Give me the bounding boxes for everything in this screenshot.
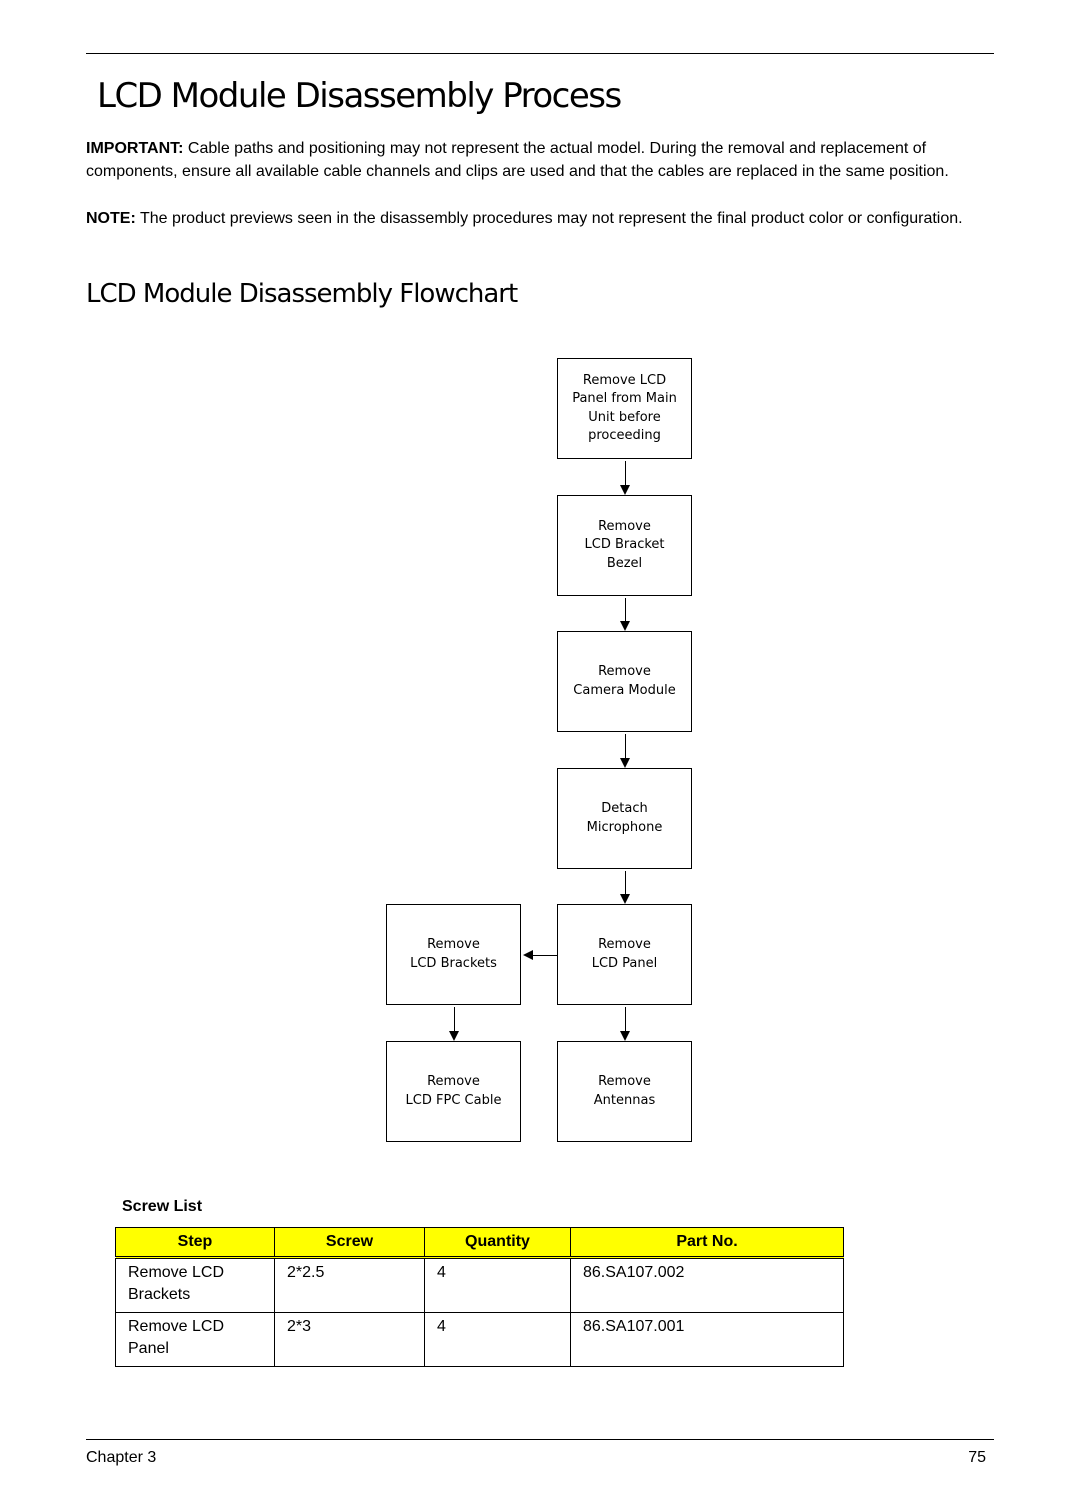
flow-step-remove-lcd-brackets bbox=[386, 904, 521, 1005]
flow-step-remove-lcd-panel-from-main-unit bbox=[557, 358, 692, 459]
flow-step-label: Remove Camera Module bbox=[573, 664, 676, 698]
column-header-screw: Screw bbox=[275, 1228, 425, 1258]
flow-connector bbox=[625, 1007, 626, 1031]
flow-step-remove-lcd-fpc-cable bbox=[386, 1041, 521, 1142]
flow-step-label: Remove LCD Panel bbox=[591, 937, 658, 971]
important-text: Cable paths and positioning may not represent the actual model. During the removal and replacement of components, ensure all available cable channels and clips are used and that the cables are replaced in the same position. bbox=[86, 140, 949, 180]
cell-part-no: 86.SA107.001 bbox=[571, 1313, 844, 1367]
arrow-down-icon bbox=[620, 758, 630, 768]
note-text: The product previews seen in the disassembly procedures may not represent the final product color or configuration. bbox=[135, 210, 963, 227]
flow-step-remove-camera-module bbox=[557, 631, 692, 732]
header-rule bbox=[86, 53, 994, 54]
cell-screw: 2*3 bbox=[275, 1313, 425, 1367]
flow-connector bbox=[533, 955, 557, 956]
note-label: NOTE: bbox=[86, 210, 136, 227]
cell-quantity: 4 bbox=[425, 1313, 571, 1367]
flow-step-remove-antennas bbox=[557, 1041, 692, 1142]
column-header-quantity: Quantity bbox=[425, 1228, 571, 1258]
flow-step-detach-microphone bbox=[557, 768, 692, 869]
flow-step-label: Remove Antennas bbox=[593, 1074, 656, 1108]
cell-step: Remove LCD Panel bbox=[116, 1313, 275, 1367]
flow-connector bbox=[625, 871, 626, 894]
page-number: 75 bbox=[968, 1449, 986, 1466]
cell-step: Remove LCD Brackets bbox=[116, 1258, 275, 1313]
arrow-down-icon bbox=[620, 485, 630, 495]
flowchart-heading: LCD Module Disassembly Flowchart bbox=[86, 279, 518, 309]
column-header-part-no: Part No. bbox=[571, 1228, 844, 1258]
page-title: LCD Module Disassembly Process bbox=[97, 76, 621, 116]
flow-connector bbox=[625, 734, 626, 758]
table-row bbox=[116, 1258, 844, 1313]
flow-step-label: Remove LCD Bracket Bezel bbox=[584, 519, 665, 571]
flow-step-remove-lcd-panel bbox=[557, 904, 692, 1005]
cell-quantity: 4 bbox=[425, 1258, 571, 1313]
arrow-left-icon bbox=[523, 950, 533, 960]
table-header-row bbox=[116, 1228, 844, 1258]
cell-screw: 2*2.5 bbox=[275, 1258, 425, 1313]
flow-step-label: Remove LCD FPC Cable bbox=[405, 1074, 502, 1108]
flow-connector bbox=[454, 1007, 455, 1031]
flow-step-label: Remove LCD Panel from Main Unit before proceeding bbox=[572, 372, 677, 443]
flow-connector bbox=[625, 598, 626, 621]
table-row bbox=[116, 1313, 844, 1367]
arrow-down-icon bbox=[620, 621, 630, 631]
footer-rule bbox=[86, 1439, 994, 1440]
note-paragraph bbox=[86, 208, 986, 231]
flow-connector bbox=[625, 461, 626, 485]
cell-part-no: 86.SA107.002 bbox=[571, 1258, 844, 1313]
flow-step-label: Remove LCD Brackets bbox=[410, 937, 497, 971]
screw-list-title: Screw List bbox=[122, 1198, 203, 1215]
screw-table bbox=[115, 1227, 844, 1367]
footer-chapter: Chapter 3 bbox=[86, 1449, 157, 1466]
column-header-step: Step bbox=[116, 1228, 275, 1258]
important-paragraph bbox=[86, 138, 986, 183]
arrow-down-icon bbox=[449, 1031, 459, 1041]
arrow-down-icon bbox=[620, 894, 630, 904]
flow-step-remove-lcd-bracket-bezel bbox=[557, 495, 692, 596]
arrow-down-icon bbox=[620, 1031, 630, 1041]
flow-step-label: Detach Microphone bbox=[586, 801, 663, 835]
important-label: IMPORTANT: bbox=[86, 140, 184, 157]
